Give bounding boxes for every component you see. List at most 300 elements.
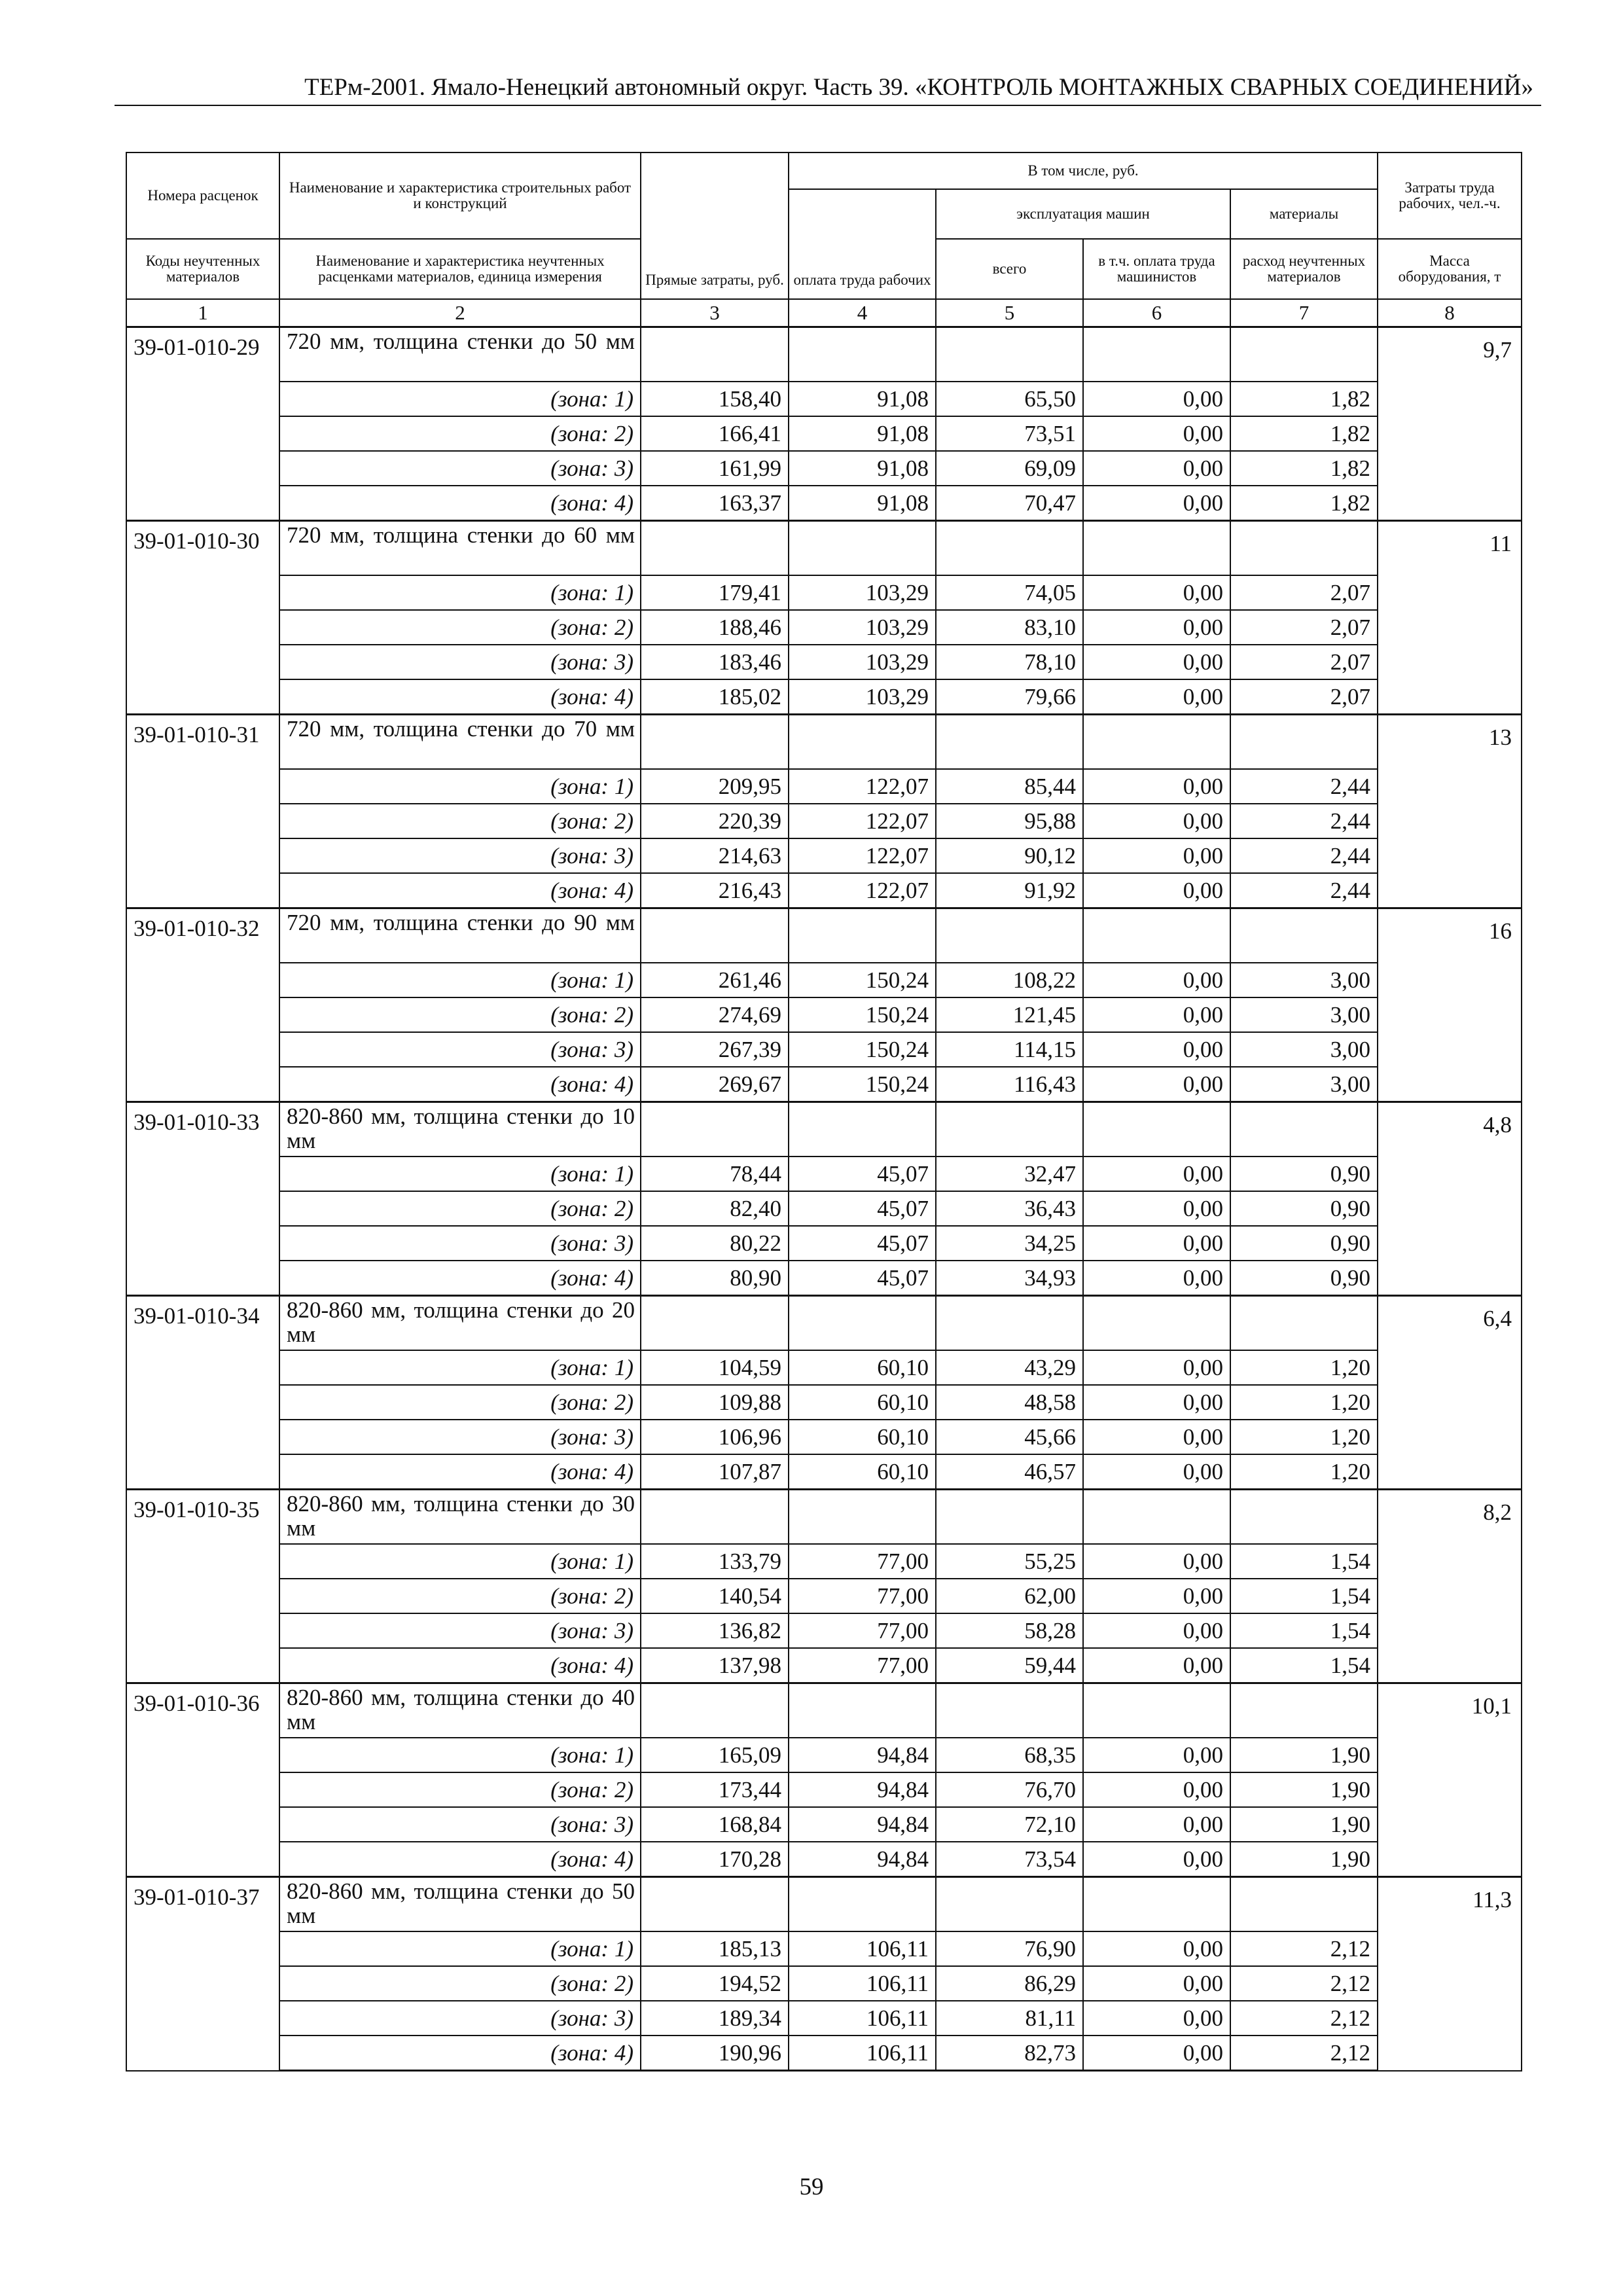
rate-code: 39-01-010-31 xyxy=(126,715,279,908)
rate-title-row xyxy=(126,1683,1522,1738)
empty-cell xyxy=(936,908,1083,963)
zone-row xyxy=(126,575,1522,610)
direct-cost: 80,22 xyxy=(641,1226,789,1261)
worker-wage: 122,07 xyxy=(789,873,936,908)
zone-row xyxy=(126,1226,1522,1261)
materials-cost: 0,90 xyxy=(1230,1226,1378,1261)
operator-wage: 0,00 xyxy=(1083,1261,1230,1296)
worker-wage: 45,07 xyxy=(789,1157,936,1191)
header-including: В том числе, руб. xyxy=(789,152,1378,189)
direct-cost: 189,34 xyxy=(641,2001,789,2036)
empty-cell xyxy=(1083,908,1230,963)
page-header xyxy=(115,71,1541,106)
materials-cost: 1,20 xyxy=(1230,1454,1378,1490)
operator-wage: 0,00 xyxy=(1083,873,1230,908)
empty-cell xyxy=(1230,1296,1378,1351)
header-col1-bottom: Коды неучтенных материалов xyxy=(126,239,279,299)
empty-cell xyxy=(936,1490,1083,1545)
empty-cell xyxy=(936,327,1083,382)
empty-cell xyxy=(789,1490,936,1545)
worker-wage: 106,11 xyxy=(789,1931,936,1966)
zone-row xyxy=(126,1931,1522,1966)
operator-wage: 0,00 xyxy=(1083,1613,1230,1648)
operator-wage: 0,00 xyxy=(1083,997,1230,1032)
machine-cost: 86,29 xyxy=(936,1966,1083,2001)
machine-cost: 43,29 xyxy=(936,1350,1083,1385)
materials-cost: 1,90 xyxy=(1230,1738,1378,1772)
labor-cost: 13 xyxy=(1378,715,1522,908)
direct-cost: 261,46 xyxy=(641,963,789,997)
direct-cost: 170,28 xyxy=(641,1842,789,1877)
empty-cell xyxy=(936,521,1083,576)
empty-cell xyxy=(1083,327,1230,382)
zone-label: (зона: 1) xyxy=(279,1157,641,1191)
operator-wage: 0,00 xyxy=(1083,575,1230,610)
zone-label: (зона: 4) xyxy=(279,1261,641,1296)
zone-label: (зона: 3) xyxy=(279,1420,641,1454)
operator-wage: 0,00 xyxy=(1083,1385,1230,1420)
zone-row xyxy=(126,1350,1522,1385)
direct-cost: 104,59 xyxy=(641,1350,789,1385)
materials-cost: 3,00 xyxy=(1230,1032,1378,1067)
materials-cost: 1,20 xyxy=(1230,1385,1378,1420)
header-col4: оплата труда рабочих xyxy=(789,189,936,299)
page-header-text: ТЕРм-2001. Ямало-Ненецкий автономный округ. Часть 39. «КОНТРОЛЬ МОНТАЖНЫХ СВАРНЫХ СОЕДИНЕНИЙ» xyxy=(304,74,1533,101)
zone-row xyxy=(126,1772,1522,1807)
worker-wage: 122,07 xyxy=(789,769,936,804)
materials-cost: 2,07 xyxy=(1230,575,1378,610)
empty-cell xyxy=(936,1296,1083,1351)
machine-cost: 68,35 xyxy=(936,1738,1083,1772)
zone-label: (зона: 2) xyxy=(279,1579,641,1613)
empty-cell xyxy=(789,1102,936,1157)
direct-cost: 214,63 xyxy=(641,838,789,873)
zone-label: (зона: 3) xyxy=(279,2001,641,2036)
worker-wage: 103,29 xyxy=(789,610,936,645)
header-materials: материалы xyxy=(1230,189,1378,239)
rate-code: 39-01-010-34 xyxy=(126,1296,279,1490)
rate-title-row xyxy=(126,521,1522,576)
materials-cost: 1,90 xyxy=(1230,1772,1378,1807)
empty-cell xyxy=(641,521,789,576)
worker-wage: 45,07 xyxy=(789,1261,936,1296)
worker-wage: 94,84 xyxy=(789,1772,936,1807)
empty-cell xyxy=(641,715,789,770)
header-col8-top: Затраты труда рабочих, чел.-ч. xyxy=(1378,152,1522,239)
zone-row xyxy=(126,1966,1522,2001)
direct-cost: 188,46 xyxy=(641,610,789,645)
zone-label: (зона: 2) xyxy=(279,1772,641,1807)
operator-wage: 0,00 xyxy=(1083,486,1230,521)
labor-cost: 11 xyxy=(1378,521,1522,715)
worker-wage: 103,29 xyxy=(789,645,936,679)
materials-cost: 0,90 xyxy=(1230,1261,1378,1296)
machine-cost: 34,25 xyxy=(936,1226,1083,1261)
worker-wage: 91,08 xyxy=(789,382,936,416)
materials-cost: 3,00 xyxy=(1230,963,1378,997)
direct-cost: 133,79 xyxy=(641,1544,789,1579)
materials-cost: 0,90 xyxy=(1230,1157,1378,1191)
materials-cost: 2,07 xyxy=(1230,610,1378,645)
operator-wage: 0,00 xyxy=(1083,769,1230,804)
empty-cell xyxy=(1230,1877,1378,1932)
machine-cost: 79,66 xyxy=(936,679,1083,715)
operator-wage: 0,00 xyxy=(1083,679,1230,715)
zone-label: (зона: 1) xyxy=(279,575,641,610)
rate-code: 39-01-010-36 xyxy=(126,1683,279,1877)
empty-cell xyxy=(641,1296,789,1351)
machine-cost: 55,25 xyxy=(936,1544,1083,1579)
empty-cell xyxy=(641,1490,789,1545)
zone-label: (зона: 1) xyxy=(279,1931,641,1966)
worker-wage: 91,08 xyxy=(789,486,936,521)
header-col3: Прямые затраты, руб. xyxy=(641,152,789,299)
rate-title-row xyxy=(126,1102,1522,1157)
materials-cost: 2,44 xyxy=(1230,838,1378,873)
operator-wage: 0,00 xyxy=(1083,451,1230,486)
operator-wage: 0,00 xyxy=(1083,1454,1230,1490)
operator-wage: 0,00 xyxy=(1083,838,1230,873)
zone-label: (зона: 2) xyxy=(279,416,641,451)
zone-row xyxy=(126,2001,1522,2036)
zone-row xyxy=(126,1032,1522,1067)
operator-wage: 0,00 xyxy=(1083,1579,1230,1613)
direct-cost: 166,41 xyxy=(641,416,789,451)
header-col8-bottom: Масса оборудования, т xyxy=(1378,239,1522,299)
materials-cost: 1,82 xyxy=(1230,382,1378,416)
zone-row xyxy=(126,1067,1522,1102)
direct-cost: 209,95 xyxy=(641,769,789,804)
worker-wage: 77,00 xyxy=(789,1648,936,1683)
machine-cost: 108,22 xyxy=(936,963,1083,997)
worker-wage: 103,29 xyxy=(789,575,936,610)
direct-cost: 165,09 xyxy=(641,1738,789,1772)
machine-cost: 83,10 xyxy=(936,610,1083,645)
zone-row xyxy=(126,451,1522,486)
operator-wage: 0,00 xyxy=(1083,645,1230,679)
rate-code: 39-01-010-29 xyxy=(126,327,279,521)
worker-wage: 103,29 xyxy=(789,679,936,715)
empty-cell xyxy=(1083,521,1230,576)
materials-cost: 1,20 xyxy=(1230,1420,1378,1454)
materials-cost: 2,07 xyxy=(1230,679,1378,715)
materials-cost: 1,82 xyxy=(1230,451,1378,486)
zone-label: (зона: 2) xyxy=(279,610,641,645)
materials-cost: 1,90 xyxy=(1230,1842,1378,1877)
empty-cell xyxy=(1083,1296,1230,1351)
materials-cost: 1,82 xyxy=(1230,416,1378,451)
column-number: 8 xyxy=(1378,299,1522,327)
empty-cell xyxy=(789,908,936,963)
materials-cost: 2,12 xyxy=(1230,2001,1378,2036)
zone-label: (зона: 4) xyxy=(279,1454,641,1490)
materials-cost: 1,54 xyxy=(1230,1648,1378,1683)
operator-wage: 0,00 xyxy=(1083,382,1230,416)
materials-cost: 2,07 xyxy=(1230,645,1378,679)
header-col1-top: Номера расценок xyxy=(126,152,279,239)
zone-label: (зона: 2) xyxy=(279,997,641,1032)
zone-row xyxy=(126,1191,1522,1226)
zone-label: (зона: 4) xyxy=(279,1842,641,1877)
machine-cost: 46,57 xyxy=(936,1454,1083,1490)
rate-description: 720 мм, толщина стенки до 90 мм xyxy=(279,908,641,963)
materials-cost: 0,90 xyxy=(1230,1191,1378,1226)
column-number: 3 xyxy=(641,299,789,327)
machine-cost: 82,73 xyxy=(936,2036,1083,2071)
machine-cost: 32,47 xyxy=(936,1157,1083,1191)
worker-wage: 77,00 xyxy=(789,1613,936,1648)
zone-row xyxy=(126,1738,1522,1772)
zone-label: (зона: 4) xyxy=(279,679,641,715)
empty-cell xyxy=(1230,908,1378,963)
machine-cost: 76,90 xyxy=(936,1931,1083,1966)
zone-row xyxy=(126,963,1522,997)
materials-cost: 3,00 xyxy=(1230,1067,1378,1102)
zone-row xyxy=(126,1842,1522,1877)
zone-label: (зона: 3) xyxy=(279,1807,641,1842)
empty-cell xyxy=(789,327,936,382)
operator-wage: 0,00 xyxy=(1083,2036,1230,2071)
operator-wage: 0,00 xyxy=(1083,610,1230,645)
rate-description: 720 мм, толщина стенки до 70 мм xyxy=(279,715,641,770)
zone-row xyxy=(126,382,1522,416)
labor-cost: 8,2 xyxy=(1378,1490,1522,1683)
direct-cost: 158,40 xyxy=(641,382,789,416)
zone-row xyxy=(126,610,1522,645)
column-number: 4 xyxy=(789,299,936,327)
machine-cost: 81,11 xyxy=(936,2001,1083,2036)
operator-wage: 0,00 xyxy=(1083,1157,1230,1191)
zone-label: (зона: 3) xyxy=(279,1032,641,1067)
column-number: 7 xyxy=(1230,299,1378,327)
worker-wage: 77,00 xyxy=(789,1579,936,1613)
direct-cost: 106,96 xyxy=(641,1420,789,1454)
zone-label: (зона: 1) xyxy=(279,769,641,804)
empty-cell xyxy=(641,327,789,382)
zone-label: (зона: 3) xyxy=(279,1226,641,1261)
direct-cost: 269,67 xyxy=(641,1067,789,1102)
zone-label: (зона: 3) xyxy=(279,1613,641,1648)
empty-cell xyxy=(789,1683,936,1738)
header-col7: расход неучтенных материалов xyxy=(1230,239,1378,299)
operator-wage: 0,00 xyxy=(1083,2001,1230,2036)
direct-cost: 80,90 xyxy=(641,1261,789,1296)
worker-wage: 60,10 xyxy=(789,1350,936,1385)
empty-cell xyxy=(641,1877,789,1932)
zone-label: (зона: 1) xyxy=(279,1350,641,1385)
zone-label: (зона: 4) xyxy=(279,2036,641,2071)
empty-cell xyxy=(1083,1683,1230,1738)
zone-label: (зона: 4) xyxy=(279,486,641,521)
machine-cost: 73,51 xyxy=(936,416,1083,451)
labor-cost: 4,8 xyxy=(1378,1102,1522,1296)
zone-label: (зона: 3) xyxy=(279,451,641,486)
direct-cost: 173,44 xyxy=(641,1772,789,1807)
operator-wage: 0,00 xyxy=(1083,1807,1230,1842)
zone-label: (зона: 1) xyxy=(279,1738,641,1772)
machine-cost: 90,12 xyxy=(936,838,1083,873)
direct-cost: 140,54 xyxy=(641,1579,789,1613)
materials-cost: 2,44 xyxy=(1230,769,1378,804)
zone-row xyxy=(126,486,1522,521)
materials-cost: 2,44 xyxy=(1230,873,1378,908)
worker-wage: 60,10 xyxy=(789,1385,936,1420)
empty-cell xyxy=(789,521,936,576)
operator-wage: 0,00 xyxy=(1083,1772,1230,1807)
materials-cost: 1,54 xyxy=(1230,1613,1378,1648)
rate-code: 39-01-010-37 xyxy=(126,1877,279,2071)
zone-label: (зона: 3) xyxy=(279,838,641,873)
operator-wage: 0,00 xyxy=(1083,963,1230,997)
machine-cost: 73,54 xyxy=(936,1842,1083,1877)
operator-wage: 0,00 xyxy=(1083,1420,1230,1454)
zone-row xyxy=(126,873,1522,908)
page-number: 59 xyxy=(799,2174,824,2200)
machine-cost: 69,09 xyxy=(936,451,1083,486)
header-col2-bottom: Наименование и характеристика неучтенных расценками материалов, единица измерения xyxy=(279,239,641,299)
operator-wage: 0,00 xyxy=(1083,1191,1230,1226)
column-number: 1 xyxy=(126,299,279,327)
zone-row xyxy=(126,679,1522,715)
worker-wage: 91,08 xyxy=(789,451,936,486)
machine-cost: 78,10 xyxy=(936,645,1083,679)
machine-cost: 116,43 xyxy=(936,1067,1083,1102)
empty-cell xyxy=(641,1102,789,1157)
empty-cell xyxy=(1230,715,1378,770)
operator-wage: 0,00 xyxy=(1083,1350,1230,1385)
labor-cost: 6,4 xyxy=(1378,1296,1522,1490)
worker-wage: 122,07 xyxy=(789,838,936,873)
rate-title-row xyxy=(126,1490,1522,1545)
direct-cost: 137,98 xyxy=(641,1648,789,1683)
machine-cost: 65,50 xyxy=(936,382,1083,416)
rate-description: 820-860 мм, толщина стенки до 40 мм xyxy=(279,1683,641,1738)
rate-description: 820-860 мм, толщина стенки до 50 мм xyxy=(279,1877,641,1932)
direct-cost: 183,46 xyxy=(641,645,789,679)
rate-code: 39-01-010-32 xyxy=(126,908,279,1102)
worker-wage: 94,84 xyxy=(789,1738,936,1772)
materials-cost: 2,44 xyxy=(1230,804,1378,838)
zone-label: (зона: 1) xyxy=(279,382,641,416)
operator-wage: 0,00 xyxy=(1083,1931,1230,1966)
empty-cell xyxy=(789,1877,936,1932)
direct-cost: 185,02 xyxy=(641,679,789,715)
empty-cell xyxy=(1083,1490,1230,1545)
column-number: 5 xyxy=(936,299,1083,327)
machine-cost: 59,44 xyxy=(936,1648,1083,1683)
operator-wage: 0,00 xyxy=(1083,804,1230,838)
rate-code: 39-01-010-33 xyxy=(126,1102,279,1296)
worker-wage: 60,10 xyxy=(789,1454,936,1490)
zone-label: (зона: 2) xyxy=(279,804,641,838)
worker-wage: 106,11 xyxy=(789,2036,936,2071)
empty-cell xyxy=(1230,327,1378,382)
zone-row xyxy=(126,645,1522,679)
zone-label: (зона: 4) xyxy=(279,1067,641,1102)
worker-wage: 77,00 xyxy=(789,1544,936,1579)
empty-cell xyxy=(641,908,789,963)
machine-cost: 85,44 xyxy=(936,769,1083,804)
operator-wage: 0,00 xyxy=(1083,1966,1230,2001)
zone-row xyxy=(126,838,1522,873)
rate-description: 820-860 мм, толщина стенки до 30 мм xyxy=(279,1490,641,1545)
column-number: 6 xyxy=(1083,299,1230,327)
rate-description: 820-860 мм, толщина стенки до 20 мм xyxy=(279,1296,641,1351)
direct-cost: 109,88 xyxy=(641,1385,789,1420)
rate-title-row xyxy=(126,908,1522,963)
worker-wage: 94,84 xyxy=(789,1842,936,1877)
empty-cell xyxy=(789,1296,936,1351)
machine-cost: 121,45 xyxy=(936,997,1083,1032)
materials-cost: 1,90 xyxy=(1230,1807,1378,1842)
machine-cost: 45,66 xyxy=(936,1420,1083,1454)
header-col6: в т.ч. оплата труда машинистов xyxy=(1083,239,1230,299)
operator-wage: 0,00 xyxy=(1083,1738,1230,1772)
operator-wage: 0,00 xyxy=(1083,1032,1230,1067)
direct-cost: 185,13 xyxy=(641,1931,789,1966)
worker-wage: 150,24 xyxy=(789,1067,936,1102)
zone-row xyxy=(126,1579,1522,1613)
direct-cost: 267,39 xyxy=(641,1032,789,1067)
machine-cost: 70,47 xyxy=(936,486,1083,521)
empty-cell xyxy=(1230,521,1378,576)
rate-code: 39-01-010-35 xyxy=(126,1490,279,1683)
worker-wage: 150,24 xyxy=(789,997,936,1032)
rate-title-row xyxy=(126,1296,1522,1351)
header-machines: эксплуатация машин xyxy=(936,189,1230,239)
empty-cell xyxy=(1230,1490,1378,1545)
operator-wage: 0,00 xyxy=(1083,1544,1230,1579)
direct-cost: 82,40 xyxy=(641,1191,789,1226)
column-number: 2 xyxy=(279,299,641,327)
zone-row xyxy=(126,1613,1522,1648)
worker-wage: 122,07 xyxy=(789,804,936,838)
empty-cell xyxy=(1230,1102,1378,1157)
zone-row xyxy=(126,2036,1522,2071)
rates-table xyxy=(126,152,1522,2072)
operator-wage: 0,00 xyxy=(1083,416,1230,451)
header-col5: всего xyxy=(936,239,1083,299)
materials-cost: 1,20 xyxy=(1230,1350,1378,1385)
materials-cost: 2,12 xyxy=(1230,1931,1378,1966)
zone-row xyxy=(126,997,1522,1032)
machine-cost: 72,10 xyxy=(936,1807,1083,1842)
direct-cost: 161,99 xyxy=(641,451,789,486)
worker-wage: 106,11 xyxy=(789,2001,936,2036)
direct-cost: 274,69 xyxy=(641,997,789,1032)
empty-cell xyxy=(789,715,936,770)
column-number-row xyxy=(126,299,1522,327)
materials-cost: 2,12 xyxy=(1230,1966,1378,2001)
empty-cell xyxy=(1083,1877,1230,1932)
zone-row xyxy=(126,1807,1522,1842)
rate-title-row xyxy=(126,327,1522,382)
zone-row xyxy=(126,1261,1522,1296)
worker-wage: 45,07 xyxy=(789,1191,936,1226)
operator-wage: 0,00 xyxy=(1083,1842,1230,1877)
direct-cost: 136,82 xyxy=(641,1613,789,1648)
machine-cost: 36,43 xyxy=(936,1191,1083,1226)
zone-label: (зона: 2) xyxy=(279,1191,641,1226)
empty-cell xyxy=(1230,1683,1378,1738)
direct-cost: 179,41 xyxy=(641,575,789,610)
operator-wage: 0,00 xyxy=(1083,1226,1230,1261)
worker-wage: 91,08 xyxy=(789,416,936,451)
materials-cost: 1,54 xyxy=(1230,1544,1378,1579)
zone-label: (зона: 3) xyxy=(279,645,641,679)
machine-cost: 91,92 xyxy=(936,873,1083,908)
zone-label: (зона: 1) xyxy=(279,1544,641,1579)
